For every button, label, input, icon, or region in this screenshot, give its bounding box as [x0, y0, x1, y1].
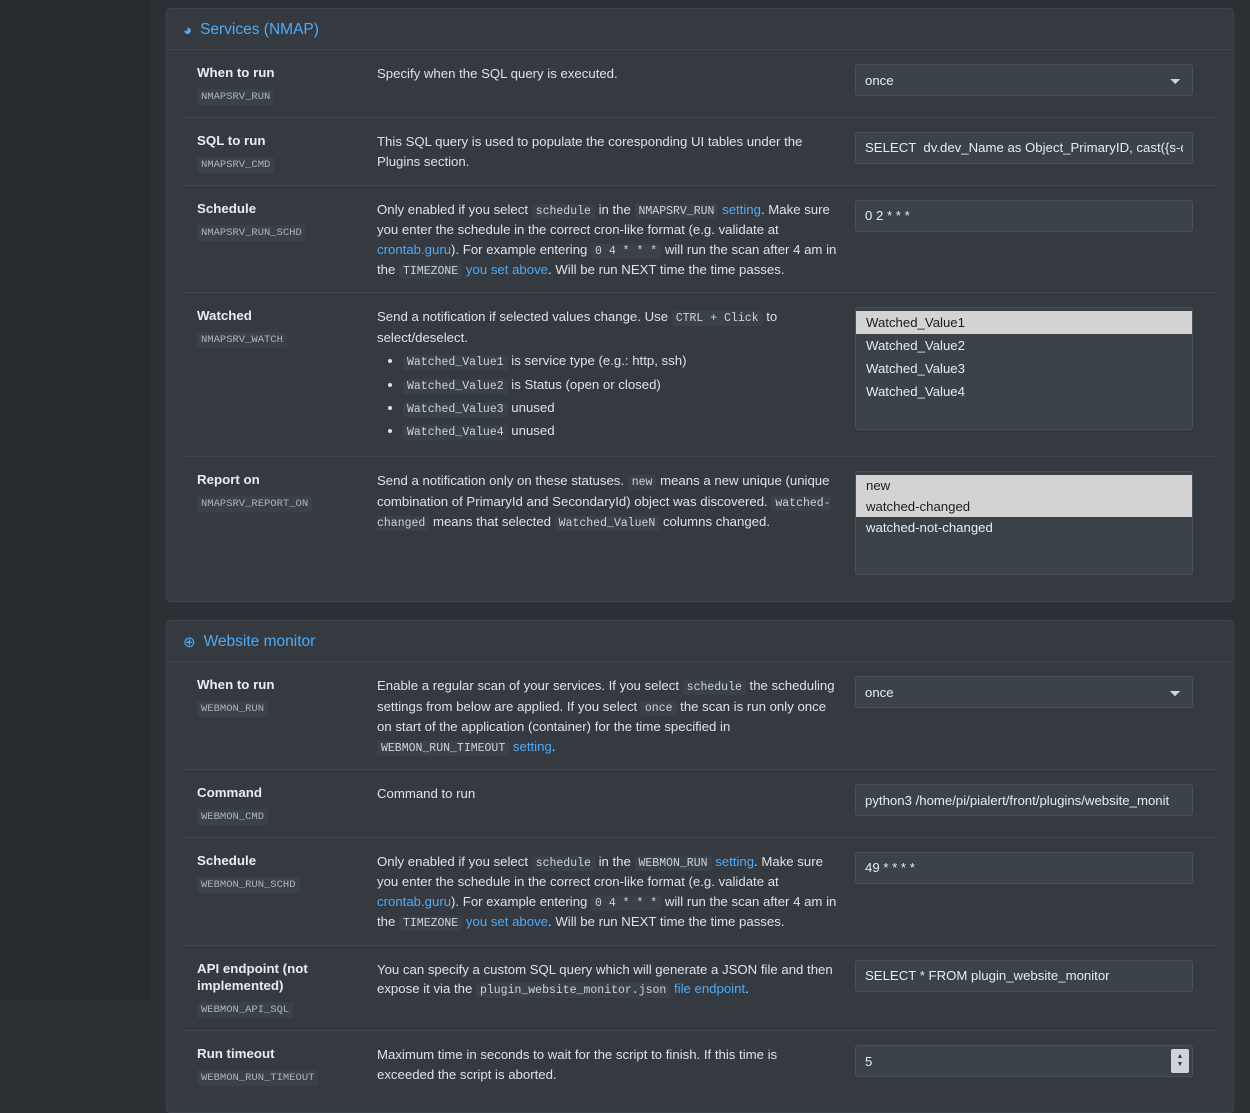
setting-key: WEBMON_API_SQL — [197, 1002, 293, 1018]
webmon-when-to-run-select[interactable] — [855, 676, 1193, 708]
setting-key: WEBMON_CMD — [197, 809, 268, 825]
list-option[interactable]: Watched_Value2 — [866, 338, 965, 354]
setting-label-col — [183, 64, 377, 105]
setting-key: WEBMON_RUN_SCHD — [197, 877, 300, 893]
setting-label-col — [183, 676, 377, 717]
card-body — [167, 662, 1233, 1112]
setting-label-col — [183, 960, 377, 1019]
setting-title: When to run — [197, 677, 275, 693]
wifi-icon: ◕ — [183, 21, 193, 39]
setting-label-col — [183, 200, 377, 241]
setting-row — [183, 1031, 1217, 1098]
setting-title: When to run — [197, 65, 275, 80]
setting-description: Maximum time in seconds to wait for the script to finish. If this time is exceeded the script is aborted. — [377, 1047, 778, 1083]
nmap-schedule-input[interactable] — [855, 200, 1193, 232]
setting-field-col — [855, 852, 1201, 884]
setting-title: Report on — [197, 472, 260, 488]
setting-title: SQL to run — [197, 132, 266, 148]
nmap-when-to-run-select[interactable] — [855, 64, 1193, 96]
webmon-schedule-input[interactable] — [855, 852, 1193, 884]
setting-title: Run timeout — [197, 1046, 275, 1062]
card-header — [167, 9, 1233, 50]
webmon-command-input[interactable] — [855, 784, 1193, 816]
doc-link[interactable]: setting — [512, 738, 552, 754]
list-option[interactable]: new — [856, 475, 1192, 496]
webmon-api-endpoint-input[interactable] — [855, 960, 1193, 992]
setting-key: NMAPSRV_WATCH — [197, 332, 287, 348]
setting-label-col — [183, 784, 377, 825]
webmon-run-timeout-input[interactable] — [855, 1045, 1193, 1077]
nmap-report-on-listbox[interactable] — [855, 471, 1193, 575]
setting-label-col — [183, 1045, 377, 1086]
setting-label-col — [183, 132, 377, 173]
card-title: Website monitor — [203, 633, 316, 651]
setting-row — [183, 186, 1217, 294]
setting-row — [183, 293, 1217, 457]
doc-link[interactable]: crontab.guru — [377, 241, 452, 257]
doc-link[interactable]: setting — [715, 853, 755, 869]
doc-link[interactable]: crontab.guru — [377, 894, 452, 909]
nmap-sql-to-run-input[interactable] — [855, 132, 1193, 164]
setting-description: You can specify a custom SQL query which will generate a JSON file and then expose it via the plugin_website_monitor.json file endpoint. — [377, 961, 833, 998]
setting-description: Send a notification only on these statuses. new means a new unique (unique combination of PrimaryId and SecondaryId) object was discovered. watched-changed means that selected Watched_ValueN columns changed. — [377, 473, 831, 530]
setting-row — [183, 838, 1217, 946]
setting-row — [183, 118, 1217, 186]
setting-key: NMAPSRV_RUN — [197, 89, 274, 105]
doc-link[interactable]: you set above — [465, 914, 549, 930]
settings-card — [166, 8, 1234, 602]
setting-row — [183, 770, 1217, 838]
card-body — [167, 50, 1233, 601]
setting-title: Schedule — [197, 852, 257, 868]
setting-key: NMAPSRV_CMD — [197, 157, 274, 173]
setting-description: Specify when the SQL query is executed. — [377, 66, 618, 81]
webmon-run-timeout-stepper[interactable]: ▲ ▼ — [1171, 1049, 1189, 1073]
setting-title: Watched — [197, 308, 252, 324]
setting-key: NMAPSRV_REPORT_ON — [197, 496, 312, 512]
settings-content — [150, 0, 1250, 1085]
doc-link[interactable]: you set above — [465, 262, 549, 278]
doc-link[interactable]: file endpoint — [673, 981, 746, 997]
setting-key: WEBMON_RUN_TIMEOUT — [197, 1070, 318, 1086]
setting-field-col — [855, 64, 1201, 96]
card-title: Services (NMAP) — [200, 21, 319, 38]
setting-description: Send a notification if selected values change. Use CTRL + Click to select/deselect. • Watched_Value1 is service type (e.g.: http, ssh) • Watched_Value2 is Status (open or closed) • Watched_Value3 unused • Watched_Value4 unused — [377, 307, 855, 444]
setting-title: API endpoint (not implemented) — [197, 960, 308, 994]
sidebar-gutter — [0, 0, 150, 1000]
list-option[interactable]: Watched_Value1 — [856, 311, 1192, 334]
setting-key: NMAPSRV_RUN_SCHD — [197, 225, 306, 241]
setting-description: Command to run — [377, 786, 476, 802]
setting-row — [183, 946, 1217, 1032]
setting-description: Enable a regular scan of your services. If you select schedule the scheduling settings from below are applied. If you select once the scan is run only once on start of the application (container) for the time specified in WEBMON_RUN_TIMEOUT setting. — [377, 678, 835, 755]
card-header — [167, 621, 1233, 662]
setting-field-col — [855, 471, 1201, 575]
list-option[interactable]: watched-changed — [856, 496, 1192, 517]
setting-label-col — [183, 852, 377, 893]
setting-description: Only enabled if you select schedule in the WEBMON_RUN setting. Make sure you enter the schedule in the correct cron-like format (e.g. validate at crontab.guru). For example entering 0 4 * * * will run the scan after 4 am in the TIMEZONE you set above. Will be run NEXT time the time passes. — [377, 853, 837, 931]
setting-field-col — [855, 676, 1201, 708]
doc-link[interactable]: setting — [722, 201, 761, 217]
setting-field-col — [855, 200, 1201, 232]
setting-field-col — [855, 1045, 1201, 1077]
settings-card — [166, 620, 1234, 1113]
setting-label-col — [183, 471, 377, 512]
setting-description: This SQL query is used to populate the coresponding UI tables under the Plugins section. — [377, 133, 803, 169]
setting-field-col — [855, 960, 1201, 992]
setting-label-col — [183, 307, 377, 348]
setting-row — [183, 50, 1217, 118]
setting-key: WEBMON_RUN — [197, 701, 268, 717]
list-option[interactable]: watched-not-changed — [866, 520, 993, 536]
setting-field-col — [855, 307, 1201, 430]
setting-title: Command — [197, 785, 263, 801]
setting-row — [183, 457, 1217, 587]
list-option[interactable]: Watched_Value4 — [866, 384, 965, 400]
globe-icon: ⊕ — [183, 633, 196, 651]
nmap-watched-listbox[interactable] — [855, 307, 1193, 430]
setting-row — [183, 662, 1217, 770]
setting-field-col — [855, 784, 1201, 816]
list-option[interactable]: Watched_Value3 — [866, 361, 965, 377]
setting-description: Only enabled if you select schedule in the NMAPSRV_RUN setting. Make sure you enter the schedule in the correct cron-like format (e.g. validate at crontab.guru). For example entering 0 4 * * * will run the scan after 4 am in the TIMEZONE you set above. Will be run NEXT time the time passes. — [377, 201, 837, 279]
setting-title: Schedule — [197, 200, 257, 216]
setting-field-col — [855, 132, 1201, 164]
